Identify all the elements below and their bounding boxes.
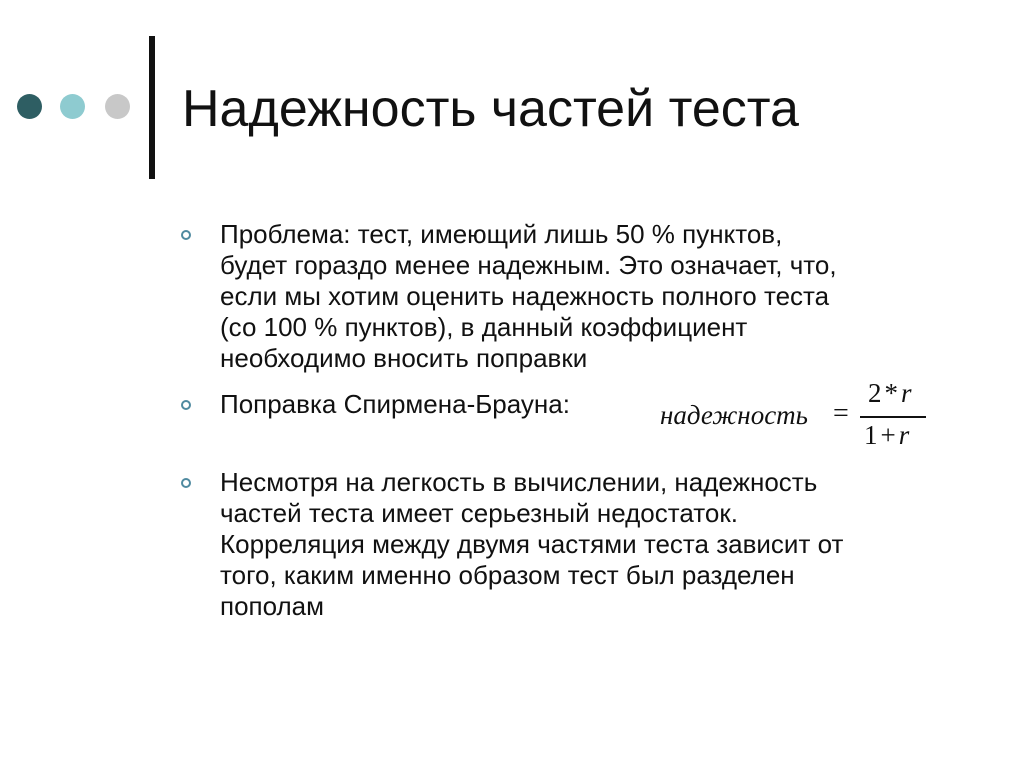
- formula-numerator: [868, 378, 912, 409]
- text-line: будет гораздо менее надежным. Это означает, что,: [220, 250, 837, 280]
- denominator-one: 1: [864, 420, 878, 450]
- text-line: того, каким именно образом тест был разделен: [220, 560, 795, 590]
- dot-gray: [105, 94, 130, 119]
- decorative-dots: [17, 94, 137, 120]
- title-divider-bar: [149, 36, 155, 179]
- formula-lhs: надежность: [660, 400, 808, 430]
- text-line: необходимо вносить поправки: [220, 343, 588, 373]
- text-line: частей теста имеет серьезный недостаток.: [220, 498, 738, 528]
- bullet-text-drawback: [220, 467, 843, 622]
- dot-dark: [17, 94, 42, 119]
- bullet-icon: [181, 230, 191, 240]
- denominator-var: r: [898, 420, 910, 450]
- text-line: Проблема: тест, имеющий лишь 50 % пунктов,: [220, 219, 783, 249]
- bullet-icon: [181, 400, 191, 410]
- text-line: Корреляция между двумя частями теста зависит от: [220, 529, 844, 559]
- numerator-op: *: [884, 378, 898, 408]
- spearman-brown-formula: [660, 378, 930, 456]
- slide-title: Надежность частей теста: [182, 80, 799, 138]
- bullet-text-problem: [220, 219, 837, 374]
- text-line: (со 100 % пунктов), в данный коэффициент: [220, 312, 748, 342]
- bullet-icon: [181, 478, 191, 488]
- text-line: если мы хотим оценить надежность полного теста: [220, 281, 830, 311]
- dot-light-teal: [60, 94, 85, 119]
- numerator-coef: 2: [868, 378, 882, 408]
- text-line: Несмотря на легкость в вычислении, надежность: [220, 467, 818, 497]
- denominator-op: +: [880, 420, 896, 450]
- numerator-var: r: [901, 378, 912, 408]
- text-line: Поправка Спирмена-Брауна:: [220, 389, 570, 419]
- formula-equals: =: [833, 398, 849, 429]
- bullet-text-correction: [220, 389, 570, 420]
- fraction-bar: [860, 416, 926, 418]
- formula-denominator: [864, 420, 909, 451]
- text-line: пополам: [220, 591, 325, 621]
